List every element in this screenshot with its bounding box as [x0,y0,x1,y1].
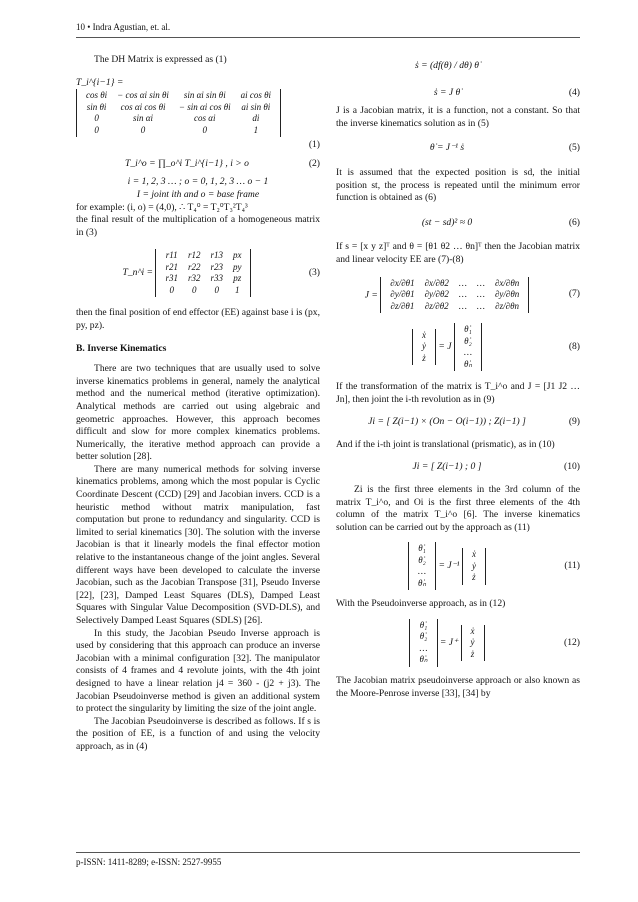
homogeneous-matrix-cell-1-3: py [232,261,242,272]
jacobian-matrix-cell-2-1: ∂z/∂θ2 [424,300,449,311]
eq2-indices: i = 1, 2, 3 … ; o = 0, 1, 2, 3 … o − 1 [127,176,269,188]
eq6-number: (6) [568,216,580,228]
dh-matrix-cell-1-1: cos αi cos θi [120,101,166,112]
jacobian-matrix-cell-0-0: ∂x/∂θ1 [390,277,415,288]
eq10-number: (10) [564,461,580,473]
homogeneous-matrix-cell-0-2: r13 [210,250,223,261]
jacobian-matrix-cell-0-2: … [458,277,467,288]
zi-text: Zi is the first three elements in the 3rd column of the matrix T_i^o, and Oi is the first three elements of the 4th column of the matrix T_i^o [6]. The inverse kinematics solution can be carried out by the approach as (11) [336,484,580,533]
eq9-body: Ji = [ Z(i−1) × (On − O(i−1)) ; Z(i−1) ] [368,416,526,428]
section-heading: B. Inverse Kinematics [76,342,167,354]
dh-matrix-cell-0-3: ai cos θi [240,90,272,101]
jacobian-matrix-cell-2-3: … [476,300,485,311]
velocity-vector: ẋ ẏ ż [412,329,436,366]
dh-matrix-cell-3-1: 0 [140,124,146,135]
eq4-number: (4) [568,86,580,98]
eq12-theta-dot: θ̇₁ θ̇₂ … θ̇ₙ [409,619,437,667]
end-effector-text: then the final position of end effector (EE) against base i is (px, py, pz). [76,307,320,331]
equation-6 [336,217,580,230]
eq1-number: (1) [308,139,320,151]
dh-matrix [76,89,281,137]
dh-matrix-cell-1-0: sin θi [86,101,107,112]
eq3-lhs: T_n^i = [122,267,154,279]
eq2-definition: I = joint ith and o = base frame [136,188,260,200]
homogeneous-matrix-cell-0-3: px [232,250,242,261]
jacobian-matrix-cell-2-2: … [458,300,467,311]
assume-text: It is assumed that the expected position is sd, the initial position st, the process is repeated until the minimum error function is obtained as (6) [336,166,580,204]
homogeneous-matrix-cell-2-2: r33 [210,273,223,284]
eq6-body: (st − sd)² ≈ 0 [421,216,473,228]
paragraph-2: There are many numerical methods for solving inverse kinematics problems, among which the most popular is Cyclic Coordinate Descent (CCD) [29] and Jacobian invers. CCD is a heuristic method without matrix manipulation, fast computation but prone to redundancy and singularity. CCD is limited to serial kinematics [30]. The solution with the inverse Jacobian is that it linearly models the final effector motion relative to the instantaneous change of the joint angles. Several different ways have been developed to calculate the inverse Jacobian, such as the Jacobian Transpose [31], Pseudo Inverse [22], [23], Damped Least Squares (DLS), Damped Least Squares with Singular Value Decomposition (SVD-DLS), and Selectively Damped Least Squares (SDLS) [26]. [76,463,320,626]
dh-matrix-cell-3-3: 1 [253,124,259,135]
homogeneous-matrix-cell-3-1: 0 [191,284,197,295]
equation-9 [336,416,580,429]
eq8-number: (8) [568,340,580,352]
dh-matrix-cell-3-2: 0 [202,124,208,135]
eq4a-body: ṡ = (df(θ) / dθ) θ̇ [414,60,480,71]
dh-matrix-cell-0-2: sin αi sin θi [183,90,226,101]
dh-matrix-cell-2-2: cos αi [194,113,216,124]
eq5-body: θ̇ = J⁻¹ ṡ [429,142,465,154]
eq4b-body: ṡ = J θ̇ [433,86,461,98]
homogeneous-matrix-cell-3-2: 0 [214,284,219,295]
eq12-velocity: ẋ ẏ ż [461,625,485,662]
dh-matrix-cell-2-0: 0 [94,113,99,124]
homogeneous-matrix-cell-2-0: r31 [165,273,178,284]
dh-matrix-cell-3-0: 0 [94,124,99,135]
prismatic-text: And if the i-th joint is translational (prismatic), as in (10) [336,438,555,450]
jacobian-matrix-cell-1-3: … [476,289,485,300]
equation-8: ẋ ẏ ż = J θ̇₁ θ̇₂ … θ̇ₙ (8) [336,323,580,371]
homogeneous-matrix-cell-1-0: r21 [165,261,178,272]
jacobian-matrix-cell-1-1: ∂y/∂θ2 [424,289,449,300]
eq11-velocity: ẋ ẏ ż [462,548,486,585]
equation-3 [76,249,320,297]
jacobian-matrix-cell-1-2: … [458,289,467,300]
equation-11: θ̇₁ θ̇₂ … θ̇ₙ = J⁻¹ ẋ ẏ ż (11) [336,542,580,590]
pinv-text: With the Pseudoinverse approach, as in (12) [336,598,506,610]
eq3-number: (3) [308,267,320,279]
footer-divider [76,852,580,853]
page-footer: p-ISSN: 1411-8289; e-ISSN: 2527-9955 [76,857,222,867]
homogeneous-matrix-cell-3-3: 1 [234,284,240,295]
page-header: 10 • Indra Agustian, et. al. [76,22,171,32]
paragraph-4: The Jacobian Pseudoinverse is described as follows. If s is the position of EE, is a function of and using the velocity approach, as in (4) [76,715,320,752]
if-s-text: If s = [x y z]ᵀ and θ = [θ1 θ2 … θn]ᵀ then the Jacobian matrix and linear velocity EE are (7)-(8) [336,241,580,265]
homogeneous-matrix-cell-0-1: r12 [187,250,201,261]
eq2-body: T_i^o = ∏_o^i T_i^{i−1} , i > o [125,157,249,169]
homogeneous-matrix-cell-1-2: r23 [210,261,223,272]
paragraph-1: There are two techniques that are usually used to solve inverse kinematics problems in general, namely the analytical method and the numerical method (iterative optimization). Analytical methods are carried out using algebraic and geometric approaches. However, this approach becomes difficult and slow for more complex kinematics problems. Numerically, the iterative method approach can provide a better solution [28]. [76,363,320,463]
eq11-theta-dot: θ̇₁ θ̇₂ … θ̇ₙ [408,542,436,590]
jacobian-matrix-cell-0-1: ∂x/∂θ2 [424,277,449,288]
jacobian-matrix-cell-0-4: ∂x/∂θn [494,277,520,288]
eq2-number: (2) [308,157,320,169]
dh-matrix-cell-2-3: di [252,113,260,124]
dh-matrix-cell-0-0: cos θi [86,90,108,101]
jacobian-text: J is a Jacobian matrix, it is a function, not a constant. So that the inverse kinematics solution as in (5) [336,105,580,129]
left-column [76,54,320,754]
eq11-number: (11) [564,560,580,572]
equation-4b [336,87,580,100]
eq2-example: for example: (i, o) = (4,0), ∴ T₄⁰ = T₂⁰T₃²T₄³ [76,201,248,213]
equation-5 [336,142,580,155]
dh-matrix-cell-1-2: − sin αi cos θi [178,101,231,112]
equation-2 [76,158,320,171]
homogeneous-matrix-cell-2-1: r32 [187,273,201,284]
jacobian-matrix [380,277,529,314]
dh-matrix-cell-1-3: ai sin θi [241,101,271,112]
homogeneous-matrix-cell-2-3: pz [233,273,242,284]
equation-4a [336,60,580,73]
eq7-lhs: J = [364,288,378,300]
homogeneous-matrix-cell-0-0: r11 [165,250,178,261]
eq7-number: (7) [568,288,580,300]
dh-intro: The DH Matrix is expressed as (1) [94,54,227,65]
dh-matrix-cell-2-1: sin αi [133,113,154,124]
jacobian-matrix-cell-1-0: ∂y/∂θ1 [390,289,415,300]
moore-penrose-text: The Jacobian matrix pseudoinverse approach or also known as the Moore-Penrose inverse [33], [34] by [336,674,580,699]
theta-dot-vector: θ̇₁ θ̇₂ … θ̇ₙ [454,323,482,371]
paragraph-3: In this study, the Jacobian Pseudo Inverse approach is used by considering that this approach can produce an inverse Jacobian with a minimal configuration [32]. The manipulator consists of 4 frames and 4 revolute joints, with the 4th joint designed to have a linear relation j4 = 360 - (j2 + j3). The Jacobian Pseudoinverse method is given an additional system to protect the singularity by limiting the size of the joint angle. [76,627,320,715]
equation-10 [336,461,580,474]
jacobian-matrix-cell-2-0: ∂z/∂θ1 [390,300,415,311]
equation-12: θ̇₁ θ̇₂ … θ̇ₙ = J⁺ ẋ ẏ ż (12) [336,619,580,667]
dh-matrix-cell-0-1: − cos αi sin θi [117,90,169,101]
eq5-number: (5) [568,142,580,154]
jacobian-matrix-cell-2-4: ∂z/∂θn [495,300,519,311]
eq12-number: (12) [564,636,580,648]
homogeneous-matrix-cell-3-0: 0 [169,284,174,295]
eq1-lhs: T_i^{i−1} = [76,76,124,88]
final-result-text: the final result of the multiplication of a homogeneous matrix in (3) [76,214,320,238]
equation-1 [76,77,320,138]
equation-7 [336,277,580,314]
jacobian-matrix-cell-1-4: ∂y/∂θn [494,289,520,300]
jacobian-matrix-cell-0-3: … [476,277,485,288]
homogeneous-matrix-cell-1-1: r22 [187,261,201,272]
transform-text: If the transformation of the matrix is T_i^o and J = [J1 J2 … Jn], then joint the i-th revolution as in (9) [336,381,580,405]
eq10-body: Ji = [ Z(i−1) ; 0 ] [412,461,482,473]
eq9-number: (9) [568,416,580,428]
homogeneous-matrix [155,249,251,297]
header-divider [76,37,580,38]
right-column [336,54,580,700]
